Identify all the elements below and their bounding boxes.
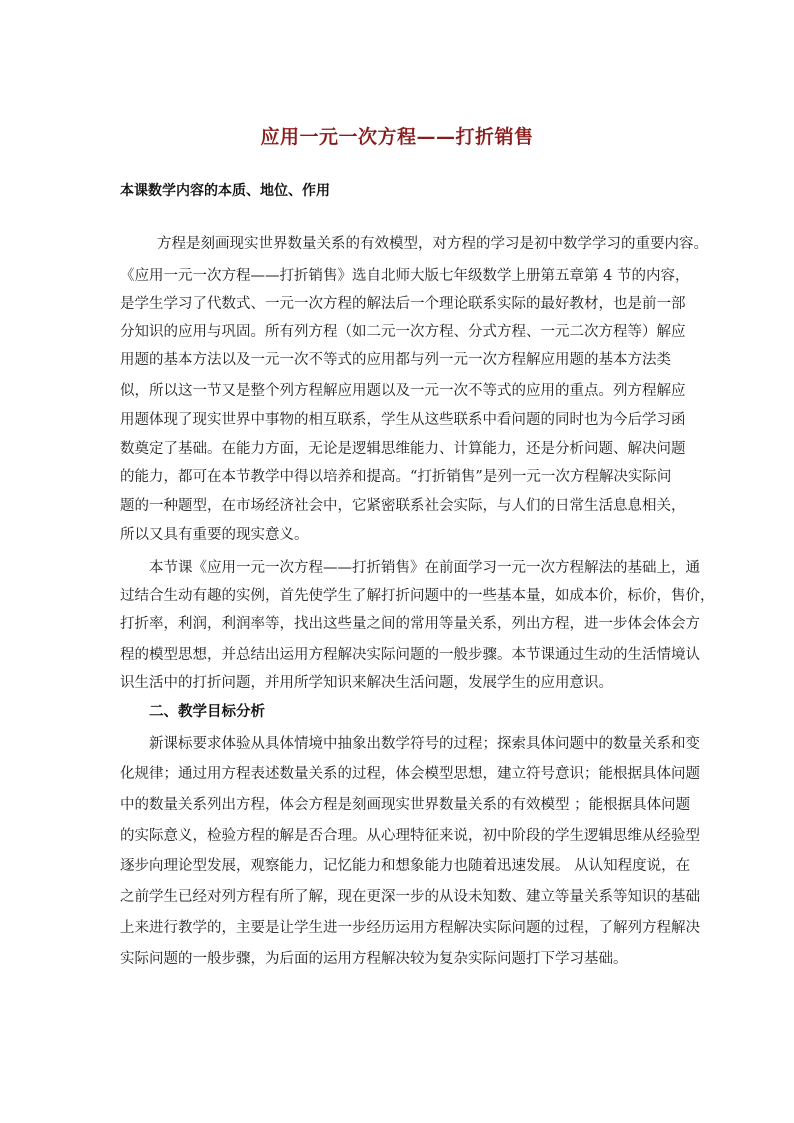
paragraph-line: 用题体现了现实世界中事物的相互联系，学生从这些联系中看问题的同时也为今后学习函 [120, 412, 686, 428]
paragraph-line: 本节课《应用一元一次方程——打折销售》在前面学习一元一次方程解法的基础上，通 [149, 560, 700, 576]
paragraph-line: 方程是刻画现实世界数量关系的有效模型，对方程的学习是初中数学学习的重要内容。 [157, 236, 708, 252]
paragraph-line: 中的数量关系列出方程，体会方程是刻画现实世界数量关系的有效模型 ；能根据具体问题 [120, 797, 691, 813]
paragraph-line: 所以又具有重要的现实意义。 [120, 527, 309, 543]
paragraph-line: 用题的基本方法以及一元一次不等式的应用都与列一元一次方程解应用题的基本方法类 [120, 352, 671, 368]
paragraph-line: 上来进行教学的，主要是让学生进一步经历运用方程解决实际问题的过程，了解列方程解决 [120, 920, 700, 936]
paragraph-line: 数奠定了基础。在能力方面，无论是逻辑思维能力、计算能力，还是分析问题、解决问题 [120, 441, 686, 457]
paragraph-line: 似，所以这一节又是整个列方程解应用题以及一元一次不等式的应用的重点。列方程解应 [120, 383, 686, 399]
paragraph-line: 的实际意义，检验方程的解是否合理。从心理特征来说，初中阶段的学生逻辑思维从经验型 [120, 828, 700, 844]
document-title: 应用一元一次方程——打折销售 [260, 126, 534, 148]
paragraph-line: 《应用一元一次方程——打折销售》选自北师大版七年级数学上册第五章第 4 节的内容， [120, 268, 690, 284]
section-heading-objectives: 二、教学目标分析 [149, 703, 265, 720]
paragraph-line: 打折率，利润，利润率等，找出这些量之间的常用等量关系，列出方程，进一步体会体会方 [120, 616, 700, 632]
paragraph-line: 过结合生动有趣的实例，首先使学生了解打折问题中的一些基本量，如成本价，标价，售价， [120, 588, 715, 604]
paragraph-line: 实际问题的一般步骤，为后面的运用方程解决较为复杂实际问题打下学习基础。 [120, 951, 628, 967]
paragraph-line: 逐步向理论型发展，观察能力，记忆能力和想象能力也随着迅速发展。 从认知程度说，在 [120, 858, 691, 874]
paragraph-line: 新课标要求体验从具体情境中抽象出数学符号的过程；探索具体问题中的数量关系和变 [149, 736, 700, 752]
paragraph-line: 的能力，都可在本节教学中得以培养和提高。“打折销售”是列一元一次方程解决实际问 [120, 469, 672, 485]
paragraph-line: 之前学生已经对列方程有所了解，现在更深一步的从设未知数、建立等量关系等知识的基础 [120, 889, 700, 905]
paragraph-line: 程的模型思想，并总结出运用方程解决实际问题的一般步骤。本节课通过生动的生活情境认 [120, 647, 700, 663]
paragraph-line: 识生活中的打折问题，并用所学知识来解决生活问题，发展学生的应用意识。 [120, 675, 613, 691]
paragraph-line: 化规律；通过用方程表述数量关系的过程，体会模型思想，建立符号意识；能根据具体问题 [120, 766, 700, 782]
paragraph-line: 题的一种题型，在市场经济社会中，它紧密联系社会实际，与人们的日常生活息息相关， [120, 498, 686, 514]
paragraph-line: 是学生学习了代数式、一元一次方程的解法后一个理论联系实际的最好教材，也是前一部 [120, 296, 686, 312]
section-heading-essence: 本课数学内容的本质、地位、作用 [120, 183, 330, 199]
paragraph-line: 分知识的应用与巩固。所有列方程（如二元一次方程、分式方程、一元二次方程等）解应 [120, 324, 686, 340]
